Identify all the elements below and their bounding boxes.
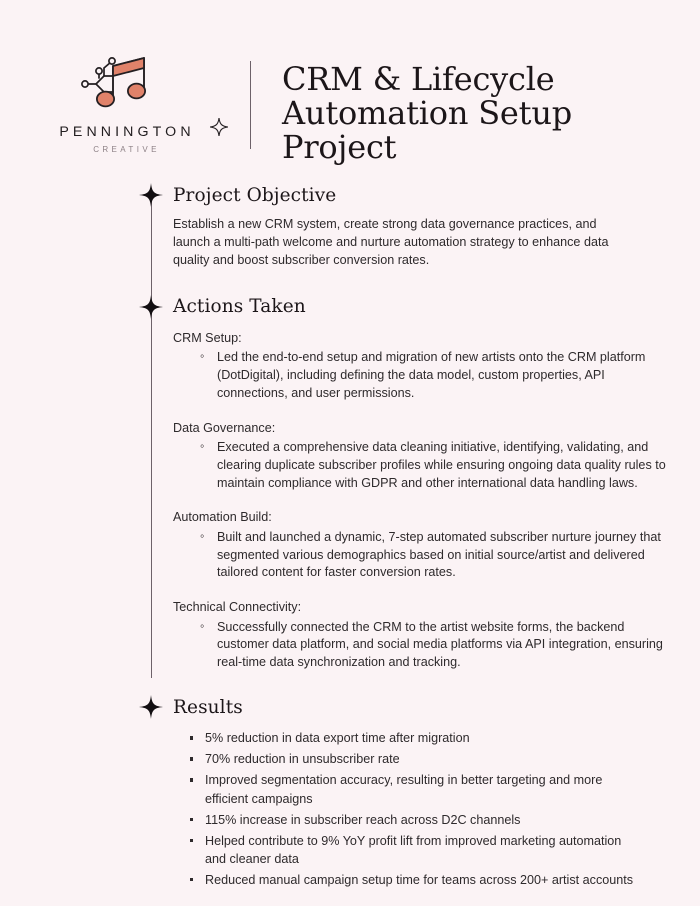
list-item: ◦ Executed a comprehensive data cleaning initiative, identifying, validating, and clearing duplicate subscriber profiles while ensuring ongoing data quality rules to maintain compliance with GDPR and other international data handling laws. bbox=[173, 439, 672, 493]
document-header bbox=[0, 48, 700, 165]
group-label: Technical Connectivity: bbox=[173, 600, 302, 615]
objective-paragraph: Establish a new CRM system, create strong data governance practices, and launch a multi-path welcome and nurture automation strategy to enhance data quality and boost subscriber conversion rates. bbox=[173, 217, 609, 267]
list-item: ◦ Led the end-to-end setup and migration of new artists onto the CRM platform (DotDigital), including defining the data model, custom properties, API connections, and user permissions. bbox=[173, 349, 672, 403]
group-sub-list bbox=[173, 619, 700, 673]
action-group-automation-build bbox=[173, 508, 700, 582]
section-project-objective bbox=[0, 182, 700, 270]
action-group-technical-connectivity bbox=[173, 598, 700, 672]
group-label: CRM Setup: bbox=[173, 330, 242, 345]
section-results bbox=[0, 694, 700, 889]
section-actions-taken bbox=[0, 294, 700, 673]
group-sub-list bbox=[173, 349, 700, 403]
list-item: 5% reduction in data export time after migration bbox=[188, 729, 638, 747]
header-divider bbox=[250, 61, 251, 149]
music-note-circuit-logo-icon bbox=[80, 54, 170, 116]
brand-tagline: CREATIVE bbox=[93, 145, 160, 154]
list-item: Improved segmentation accuracy, resulting in better targeting and more efficient campaigns bbox=[188, 771, 638, 807]
list-item: 115% increase in subscriber reach across D2C channels bbox=[188, 811, 638, 829]
section-heading-row bbox=[0, 182, 700, 208]
results-list bbox=[188, 729, 700, 889]
group-sub-list bbox=[173, 439, 700, 493]
action-group-crm-setup bbox=[173, 329, 700, 403]
list-item: ◦ Built and launched a dynamic, 7-step automated subscriber nurture journey that segmented various demographics based on initial source/artist and delivered tailored content for faster conversion rates. bbox=[173, 529, 672, 583]
list-item: Helped contribute to 9% YoY profit lift from improved marketing automation and cleaner data bbox=[188, 832, 638, 868]
list-item: 70% reduction in unsubscriber rate bbox=[188, 750, 638, 768]
section-heading-row bbox=[0, 694, 700, 720]
section-title: Actions Taken bbox=[173, 296, 306, 318]
page-title: CRM & Lifecycle Automation Setup Project bbox=[282, 60, 573, 167]
section-title: Project Objective bbox=[173, 184, 337, 206]
four-point-star-bullet-icon bbox=[138, 294, 164, 320]
list-item: Reduced manual campaign setup time for teams across 200+ artist accounts bbox=[188, 871, 638, 889]
brand-name: PENNINGTON bbox=[59, 124, 195, 140]
section-heading-row bbox=[0, 294, 700, 320]
group-label: Automation Build: bbox=[173, 510, 272, 525]
group-label: Data Governance: bbox=[173, 420, 276, 435]
list-item: ◦ Successfully connected the CRM to the artist website forms, the backend customer data platform, and social media platforms via API integration, ensuring real-time data synchronization and tracking. bbox=[173, 619, 672, 673]
section-title: Results bbox=[173, 696, 243, 718]
four-point-star-bullet-icon bbox=[138, 694, 164, 720]
document-body bbox=[0, 182, 700, 892]
group-sub-list bbox=[173, 529, 700, 583]
action-group-data-governance bbox=[173, 419, 700, 493]
four-point-star-sparkle-icon bbox=[210, 118, 228, 136]
four-point-star-bullet-icon bbox=[138, 182, 164, 208]
brand-block bbox=[0, 48, 250, 154]
